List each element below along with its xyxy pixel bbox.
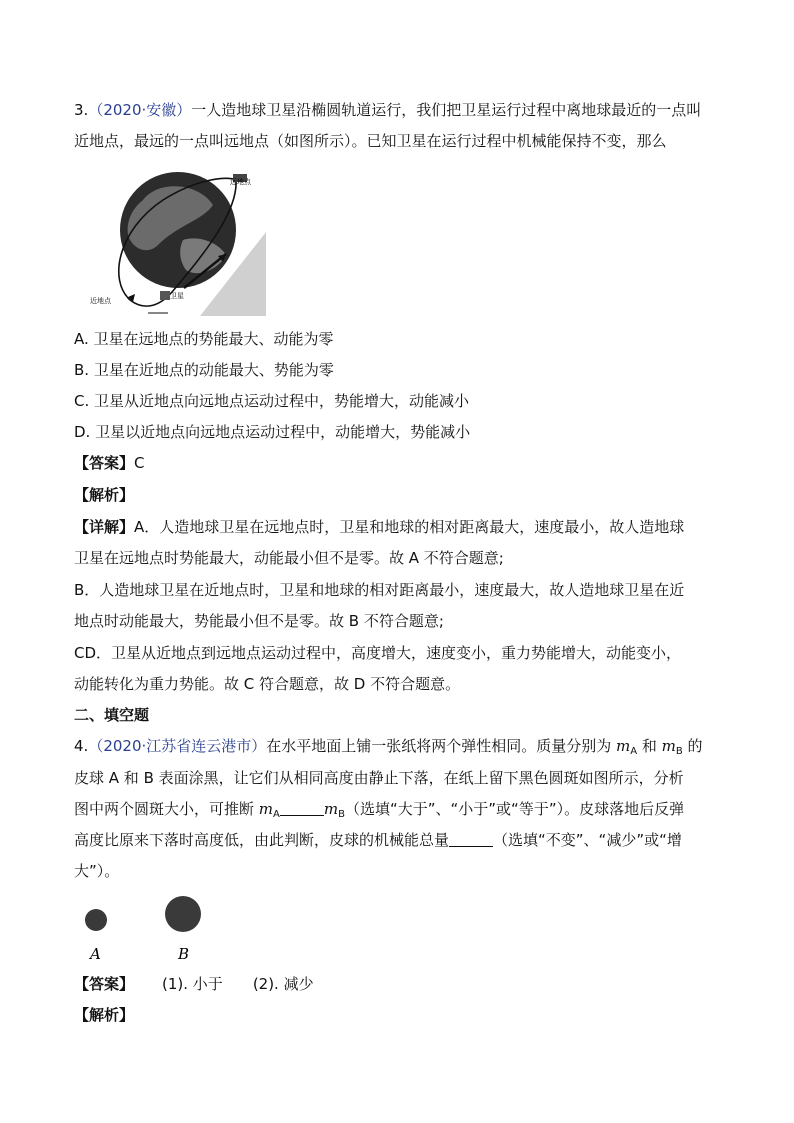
satellite-orbit-figure [88, 170, 268, 316]
q4-line5: 大”）。 [74, 862, 120, 880]
q3-detail-line1 [74, 516, 684, 538]
q4-text4b: （选填“不变”、“减少”或“增 [493, 831, 682, 849]
blank-1[interactable] [280, 801, 324, 816]
q4-end1: 的 [682, 737, 703, 755]
q3-detail-line2: 卫星在远地点时势能最大，动能最小但不是零。故 A 不符合题意; [74, 549, 504, 567]
q4-sub-a2: A [273, 809, 280, 820]
detail-text1: A．人造地球卫星在远地点时，卫星和地球的相对距离最大，速度最小，故人造地球 [134, 518, 685, 536]
label-far-point: 远地点 [230, 178, 251, 186]
q3-number: 3. [74, 101, 89, 119]
label-near-point: 近地点 [90, 297, 111, 305]
q4-m-b2: m [323, 800, 339, 818]
q4-and: 和 [637, 737, 662, 755]
q3-option-d: D. 卫星以近地点向远地点运动过程中，动能增大，势能减小 [74, 423, 471, 441]
q4-answer-2: (2). 减少 [252, 975, 314, 993]
q4-answer [74, 973, 314, 995]
q4-answer-label: 【答案】 [74, 975, 135, 993]
spots-figure [82, 894, 222, 966]
q3-option-b: B. 卫星在近地点的动能最大、势能为零 [74, 361, 334, 379]
blank-2[interactable] [449, 832, 493, 847]
satellite-icon [160, 291, 170, 300]
q4-line1 [74, 735, 703, 763]
q4-sub-b: B [675, 746, 683, 757]
q3-answer [74, 452, 145, 474]
q3-detail-line3: B．人造地球卫星在近地点时，卫星和地球的相对距离最小，速度最大，故人造地球卫星在近 [74, 581, 685, 599]
section-title: 二、填空题 [74, 706, 150, 724]
q3-stem-line1 [74, 99, 701, 121]
q4-line3 [74, 798, 684, 826]
q3-source: （2020·安徽） [88, 101, 192, 119]
q3-option-a: A. 卫星在远地点的势能最大、动能为零 [74, 330, 334, 348]
q3-stem-line2: 近地点，最远的一点叫远地点（如图所示）。已知卫星在运行过程中机械能保持不变，那么 [74, 132, 667, 150]
q3-detail-line5: CD．卫星从近地点到远地点运动过程中，高度增大，速度变小，重力势能增大，动能变小， [74, 644, 682, 662]
q4-sub-a: A [630, 746, 638, 757]
q4-text3a: 图中两个圆斑大小，可推断 [74, 800, 259, 818]
q4-analysis-label: 【解析】 [74, 1006, 135, 1024]
answer-label: 【答案】 [74, 454, 135, 472]
q3-option-c: C. 卫星从近地点向远地点运动过程中，势能增大，动能减小 [74, 392, 470, 410]
q4-answer-1: (1). 小于 [162, 975, 223, 993]
detail-label: 【详解】 [74, 518, 135, 536]
label-satellite: 卫星 [170, 292, 184, 300]
q4-source: （2020·江苏省连云港市） [88, 737, 267, 755]
q4-mass-symbol-b: m [661, 737, 676, 755]
q3-stem-text1: 一人造地球卫星沿椭圆轨道运行，我们把卫星运行过程中离地球最近的一点叫 [191, 101, 702, 119]
q4-text3b: （选填“大于”、“小于”或“等于”）。皮球落地后反弹 [344, 800, 685, 818]
q4-line2: 皮球 A 和 B 表面涂黑，让它们从相同高度由静止下落，在纸上留下黑色圆斑如图所示，分析 [74, 769, 684, 787]
q4-m-a2: m [258, 800, 274, 818]
q4-line4 [74, 829, 682, 851]
q4-sub-b2: B [338, 809, 345, 820]
q4-mass-symbol-a: m [616, 737, 631, 755]
label-a: A [90, 945, 101, 963]
spot-a [85, 909, 107, 931]
label-b: B [178, 945, 190, 963]
spot-b [165, 896, 201, 932]
q3-detail-line4: 地点时动能最大，势能最小但不是零。故 B 不符合题意; [74, 612, 444, 630]
q4-text1: 在水平地面上铺一张纸将两个弹性相同。质量分别为 [266, 737, 617, 755]
q4-number: 4. [74, 737, 89, 755]
q4-text4a: 高度比原来下落时高度低，由此判断，皮球的机械能总量 [74, 831, 450, 849]
q3-detail-line6: 动能转化为重力势能。故 C 符合题意，故 D 不符合题意。 [74, 675, 461, 693]
answer-value: C [134, 454, 145, 472]
q3-analysis-label: 【解析】 [74, 486, 135, 504]
